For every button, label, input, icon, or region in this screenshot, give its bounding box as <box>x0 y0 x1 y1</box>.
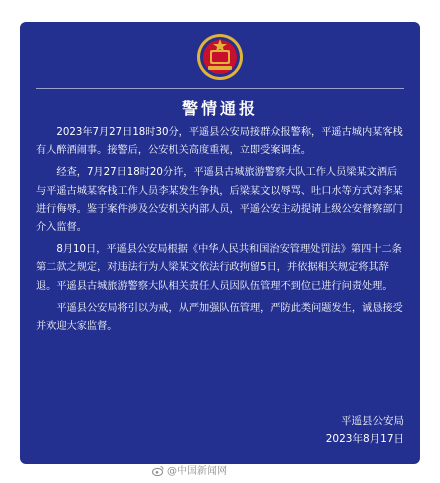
watermark <box>152 464 292 480</box>
paragraph-2: 经查，7月27日18时20分许，平遥县古城旅游警察大队工作人员梁某文酒后与平遥古城某客栈工作人员李某发生争执，后梁某文以辱骂、吐口水等方式对李某进行侮辱。鉴于案件涉及公安机关内部人员，平遥公安主动提请上级公安督察部门介入监督。 <box>36 167 403 234</box>
paragraph-1: 2023年7月27日18时30分，平遥县公安局接群众报警称，平遥古城内某客栈有人醉酒闹事。接警后，公安机关高度重视，立即受案调查。 <box>36 127 403 157</box>
notice-title: 警情通报 <box>181 99 258 118</box>
issuer-name: 平遥县公安局 <box>341 415 404 427</box>
weibo-icon <box>152 465 164 477</box>
signature-block <box>326 412 404 448</box>
notice-body <box>36 124 404 340</box>
watermark-text: @中国新闻网 <box>167 466 227 477</box>
paragraph-3: 8月10日，平遥县公安局根据《中华人民共和国治安管理处罚法》第四十二条第二款之规定，对违法行为人梁某文依法行政拘留5日，并依据相关规定将其辞退。平遥县古城旅游警察大队相关责任人员因队伍管理不到位已进行问责处理。 <box>36 244 402 292</box>
issue-date: 2023年8月17日 <box>325 433 404 445</box>
police-emblem-icon <box>196 33 244 81</box>
paragraph-4: 平遥县公安局将引以为戒，从严加强队伍管理，严防此类问题发生，诚恳接受并欢迎大家监督。 <box>36 302 403 333</box>
top-divider <box>36 88 404 89</box>
